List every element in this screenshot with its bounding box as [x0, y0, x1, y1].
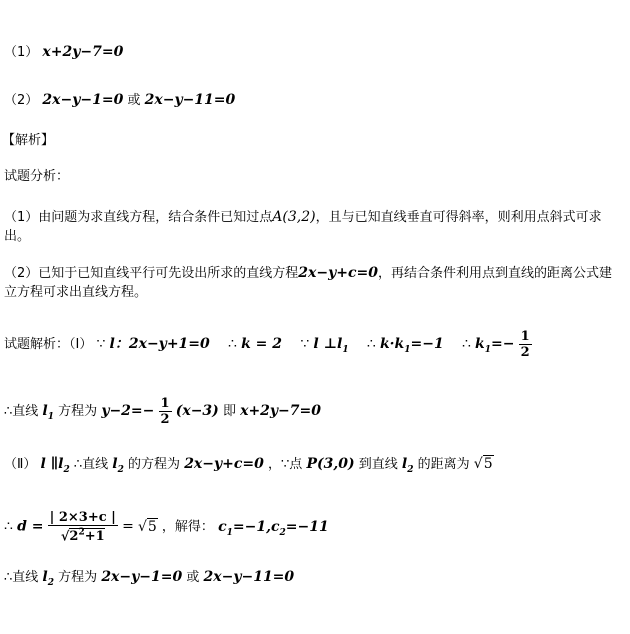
- slope-k1-fraction: [519, 329, 532, 360]
- distance-numerator: | 2×3+c |: [49, 510, 116, 525]
- slope-k1-text: k: [475, 336, 485, 352]
- perpendicular-relation: [313, 336, 349, 355]
- denominator-base: 2: [69, 529, 79, 545]
- distance-sqrt-5: √5: [137, 518, 157, 535]
- analysis-2-text-b: ，再结合条件利用点到直线的距离公式建立方程可求出直线方程。: [4, 266, 612, 300]
- line-l1-fraction: [159, 396, 172, 427]
- line-l1-mid: 方程为: [58, 404, 98, 419]
- answer-1-equation: x+2y−7=0: [42, 44, 124, 60]
- solution-part-1: [4, 329, 532, 360]
- slope-product-subscript: 1: [404, 344, 411, 355]
- final-equation-2: 2x−y−11=0: [203, 569, 295, 585]
- c-letter: c: [218, 518, 227, 535]
- analysis-paragraph-1: [4, 208, 622, 246]
- slope-k1: [475, 336, 515, 355]
- perpendicular-text: l ⊥l: [313, 336, 343, 352]
- part-2-to: 到直线: [358, 457, 398, 472]
- answer-2: [4, 91, 235, 110]
- slope-k1-eq: =−: [491, 336, 515, 352]
- solution-part-2: [4, 455, 494, 479]
- final-therefore: ∴直线: [4, 570, 39, 585]
- final-answer-row: [4, 568, 294, 592]
- parallel-text: l ∥l: [40, 456, 64, 472]
- parallel-relation: [40, 456, 70, 475]
- analysis-header: 【解析】: [2, 133, 55, 148]
- line-l1-rhs: (x−3): [175, 403, 219, 419]
- analysis-1-text-a: （1）由问题为求直线方程，结合条件已知过点: [4, 210, 273, 225]
- slope-k1-denominator: 2: [520, 345, 530, 360]
- final-mid: 方程为: [58, 570, 98, 585]
- answer-1-label: （1）: [4, 45, 39, 60]
- c2-subscript: 2: [279, 527, 286, 538]
- answer-2-equation-2: 2x−y−11=0: [144, 92, 236, 108]
- slope-product-text: k·k: [379, 336, 405, 352]
- perpendicular-subscript: 1: [342, 344, 349, 355]
- test-analysis-label: 试题分析：: [4, 169, 70, 184]
- denominator-plus-one: +1: [84, 529, 105, 545]
- distance-equals: =: [122, 518, 134, 535]
- part-2-mid: 的方程为: [128, 457, 181, 472]
- line-l2-letter: l: [112, 456, 118, 472]
- line-l1-symbol: [42, 403, 55, 422]
- slope-product-rhs: =−1: [410, 336, 444, 352]
- slope-k1-numerator: 1: [520, 329, 530, 344]
- part-2-equation: 2x−y+c=0: [184, 456, 264, 472]
- part-2-distance-label: 的距离为: [417, 457, 470, 472]
- line-l1-subscript: 1: [47, 411, 55, 422]
- line-l1-equation-row: [4, 396, 321, 427]
- sqrt-5-radicand: 5: [483, 456, 493, 472]
- slope-k1-subscript: 1: [484, 344, 491, 355]
- line-l2b-letter: l: [401, 456, 408, 472]
- c-end: =−11: [285, 518, 329, 535]
- answer-2-or: 或: [127, 93, 141, 108]
- answer-2-label: （2）: [4, 93, 39, 108]
- part-2-therefore: ∴直线: [73, 457, 109, 472]
- line-l2-symbol-b: [401, 456, 414, 475]
- line-l2-subscript: 2: [117, 464, 124, 475]
- distance-denominator: $√2^2+1$: [48, 525, 118, 544]
- part-2-label: （Ⅱ）: [4, 457, 37, 472]
- analysis-paragraph-2: [4, 264, 622, 302]
- c1-subscript: 1: [226, 527, 233, 538]
- line-l-equation: l：2x−y+1=0: [109, 336, 210, 352]
- distance-fraction: [48, 510, 118, 544]
- c-mid: =−1,c: [232, 518, 280, 535]
- answer-2-equation-1: 2x−y−1=0: [42, 92, 124, 108]
- therefore-symbol-1: ∴: [228, 336, 237, 352]
- line-l1-result: x+2y−7=0: [240, 403, 321, 419]
- line-l1-ji: 即: [222, 404, 236, 419]
- solution-intro: 试题解析：（Ⅰ）: [4, 337, 93, 352]
- final-l2-subscript: 2: [47, 577, 55, 588]
- because-symbol-1: ∵: [96, 336, 106, 352]
- final-or: 或: [186, 570, 200, 585]
- distance-sqrt-5-radicand: 5: [147, 518, 157, 535]
- therefore-symbol-3: ∴: [461, 336, 471, 352]
- line-l1-denominator: 2: [160, 412, 170, 427]
- line-l1-therefore: ∴直线: [4, 404, 39, 419]
- final-equation-1: 2x−y−1=0: [101, 569, 183, 585]
- point-p: P(3,0): [306, 456, 355, 472]
- analysis-1-text-b: ，且与已知直线垂直可得斜率，则利用点斜式可求出。: [4, 210, 602, 244]
- distance-solve-label: ，解得：: [161, 519, 214, 535]
- line-l1-lhs: y−2=−: [101, 403, 155, 419]
- distance-equation-row: [4, 510, 329, 544]
- final-l2-letter: l: [42, 569, 48, 585]
- line-l2b-subscript: 2: [407, 464, 414, 475]
- slope-k-equation: k = 2: [241, 336, 283, 352]
- therefore-symbol-2: ∴: [366, 336, 376, 352]
- line-l2-symbol: [112, 456, 124, 475]
- analysis-2-equation: 2x−y+c=0: [298, 265, 378, 281]
- line-l1-letter: l: [42, 403, 48, 419]
- analysis-2-text-a: （2）已知于已知直线平行可先设出所求的直线方程: [4, 266, 299, 281]
- part-2-because-point: ，∵点: [268, 457, 303, 472]
- parallel-subscript: 2: [63, 464, 70, 475]
- line-l1-numerator: 1: [160, 396, 170, 411]
- c-values: [218, 518, 329, 538]
- distance-therefore: ∴: [4, 518, 13, 535]
- denominator-exponent: 2: [78, 528, 85, 538]
- answer-1: [4, 43, 123, 62]
- slope-product: [379, 336, 444, 355]
- analysis-1-point: A(3,2): [272, 209, 316, 225]
- because-symbol-2: ∵: [300, 336, 310, 352]
- sqrt-5: √5: [473, 456, 493, 472]
- final-l2-symbol: [42, 569, 55, 588]
- distance-d: d =: [17, 518, 44, 535]
